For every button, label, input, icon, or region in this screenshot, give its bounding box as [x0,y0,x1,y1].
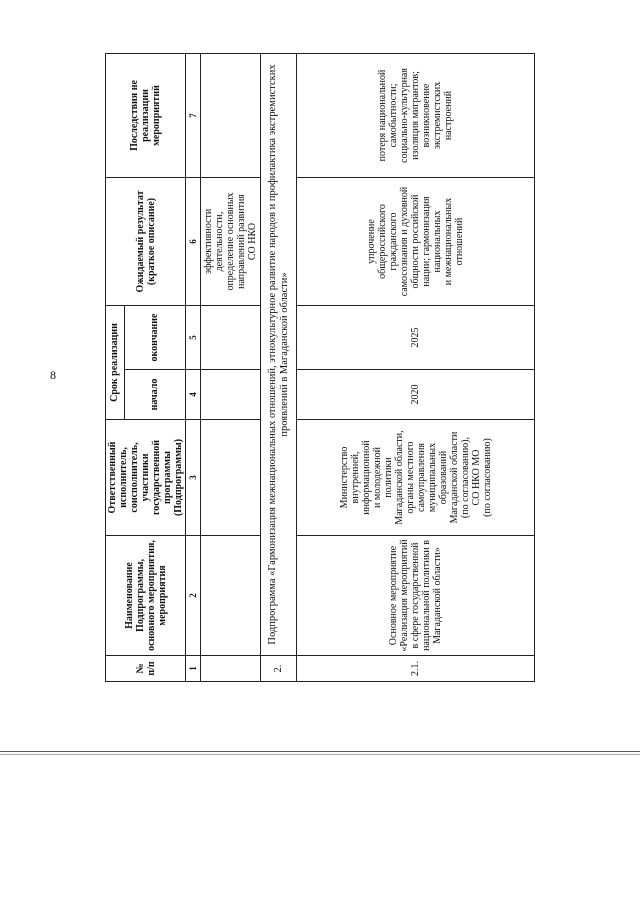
column-number: 4 [186,370,201,420]
continuation-cell [201,54,261,178]
row-start: 2020 [297,370,535,420]
divider-line [0,751,640,752]
header-result: Ожидаемый результат (краткое описание) [106,178,186,306]
column-number: 3 [186,420,201,536]
divider-line [0,754,640,755]
continuation-cell [201,306,261,370]
column-number: 7 [186,54,201,178]
row-result: упрочение общероссийского гражданского самосознания и духовной общности российской нации; гармонизация национальных и межнациональных отношений [297,178,535,306]
continuation-cell [201,370,261,420]
subprogram-num: 2. [261,656,297,682]
header-name: Наименование Подпрограммы, основного мероприятия, мероприятия [106,536,186,656]
row-executor: Министерство внутренней, информационной и молодежной политики Магаданской области, органы местного самоуправления муниципальных образований Магаданской области (по согласованию), СО НКО МО (по согласованию) [297,420,535,536]
subprogram-title: Подпрограмма «Гармонизация межнациональных отношений, этнокультурное развитие народов и профилактика экстремистских проявлений в Магаданской области» [261,54,297,656]
header-executor: Ответственный исполнитель, соисполнитель, участники государственной программы (Подпрограммы) [106,420,186,536]
column-number: 6 [186,178,201,306]
activities-table [105,54,535,682]
header-term-start: начало [124,370,185,420]
page-number: 8 [50,368,56,382]
continuation-result: эффективности деятельности, определение основных направлений развития СО НКО [201,178,261,306]
column-number: 2 [186,536,201,656]
header-term-end: окончание [124,306,185,370]
continuation-cell [201,656,261,682]
continuation-cell [201,420,261,536]
row-name: Основное мероприятие «Реализация мероприятий в сфере государственной национальной политики в Магаданской области» [297,536,535,656]
header-term: Срок реализации [106,306,125,420]
continuation-cell [201,536,261,656]
header-num: № п/п [106,656,186,682]
row-end: 2025 [297,306,535,370]
header-consequences: Последствия не реализации мероприятий [106,54,186,178]
column-number: 5 [186,306,201,370]
row-num: 2.1. [297,656,535,682]
column-number: 1 [186,656,201,682]
row-consequences: потеря национальной самобытности; социально-культурная изоляция мигрантов; возникновение экстремистских настроений [297,54,535,178]
